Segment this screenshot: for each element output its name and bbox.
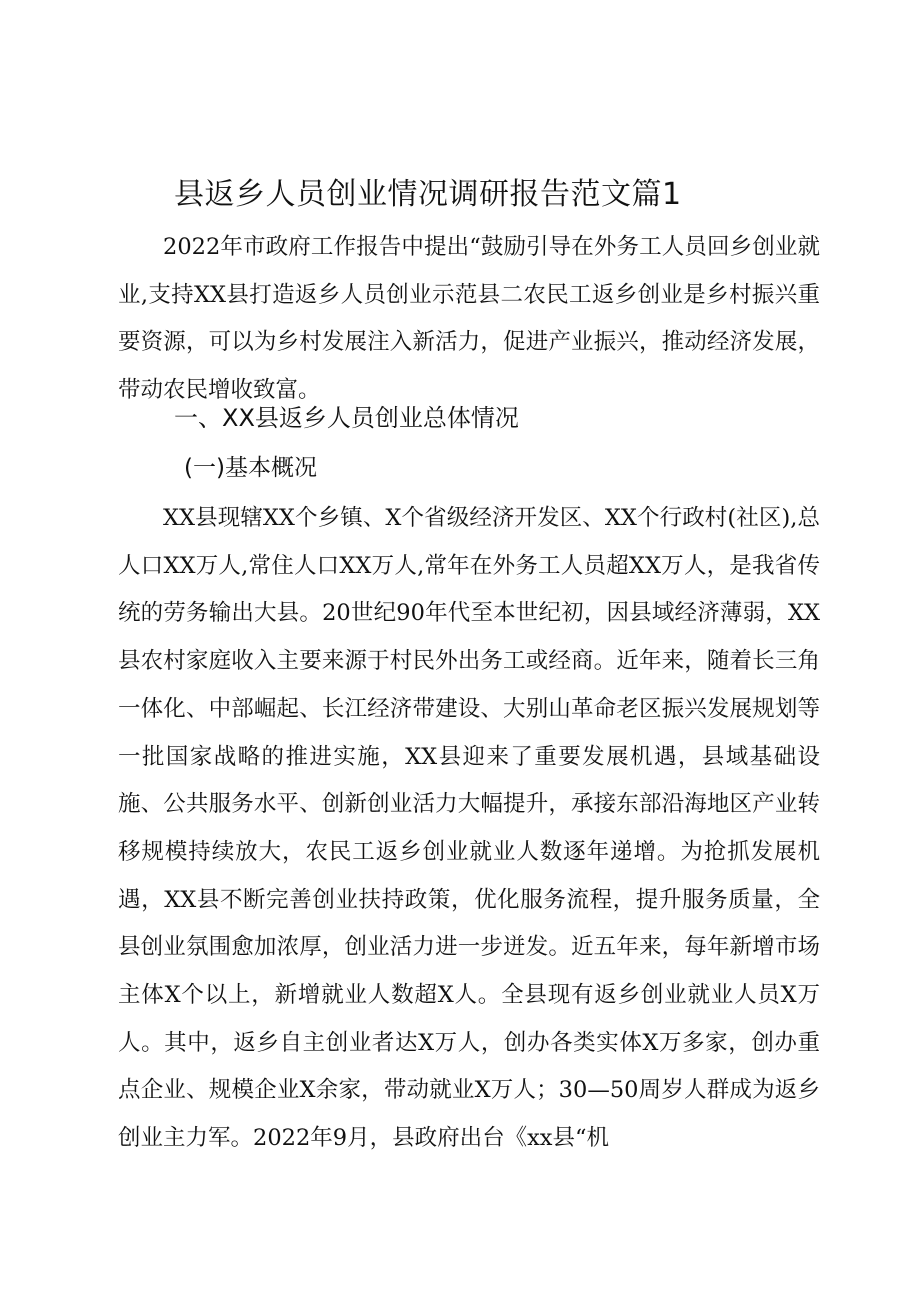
intro-paragraph: 2022年市政府工作报告中提出“鼓励引导在外务工人员回乡创业就业,支持XX县打造返乡人员创业示范县二农民工返乡创业是乡村振兴重要资源，可以为乡村发展注入新活力，促进产业振兴，推动经济发展，带动农民增收致富。 [118, 234, 820, 404]
overview-paragraph: XX县现辖XX个乡镇、X个省级经济开发区、XX个行政村(社区),总人口XX万人,常住人口XX万人,常年在外务工人员超XX万人，是我省传统的劳务输出大县。20世纪90年代至本世纪初，因县域经济薄弱，XX县农村家庭收入主要来源于村民外出务工或经商。近年来，随着长三角一体化、中部崛起、长江经济带建设、大别山革命老区振兴发展规划等一批国家战略的推进实施，XX县迎来了重要发展机遇，县域基础设施、公共服务水平、创新创业活力大幅提升，承接东部沿海地区产业转移规模持续放大，农民工返乡创业就业人数逐年递增。为抢抓发展机遇，XX县不断完善创业扶持政策，优化服务流程，提升服务质量，全县创业氛围愈加浓厚，创业活力进一步迸发。近五年来，每年新增市场主体X个以上，新增就业人数超X人。全县现有返乡创业就业人员X万人。其中，返乡自主创业者达X万人，创办各类实体X万多家，创办重点企业、规模企业X余家，带动就业X万人；30—50周岁人群成为返乡创业主力军。2022年9月，县政府出台《xx县“机 [118, 505, 820, 1152]
document-title: 县返乡人员创业情况调研报告范文篇1 [174, 177, 682, 212]
section-heading: 一、XX县返乡人员创业总体情况 [174, 404, 519, 432]
subsection-heading: (一)基本概况 [184, 455, 317, 481]
